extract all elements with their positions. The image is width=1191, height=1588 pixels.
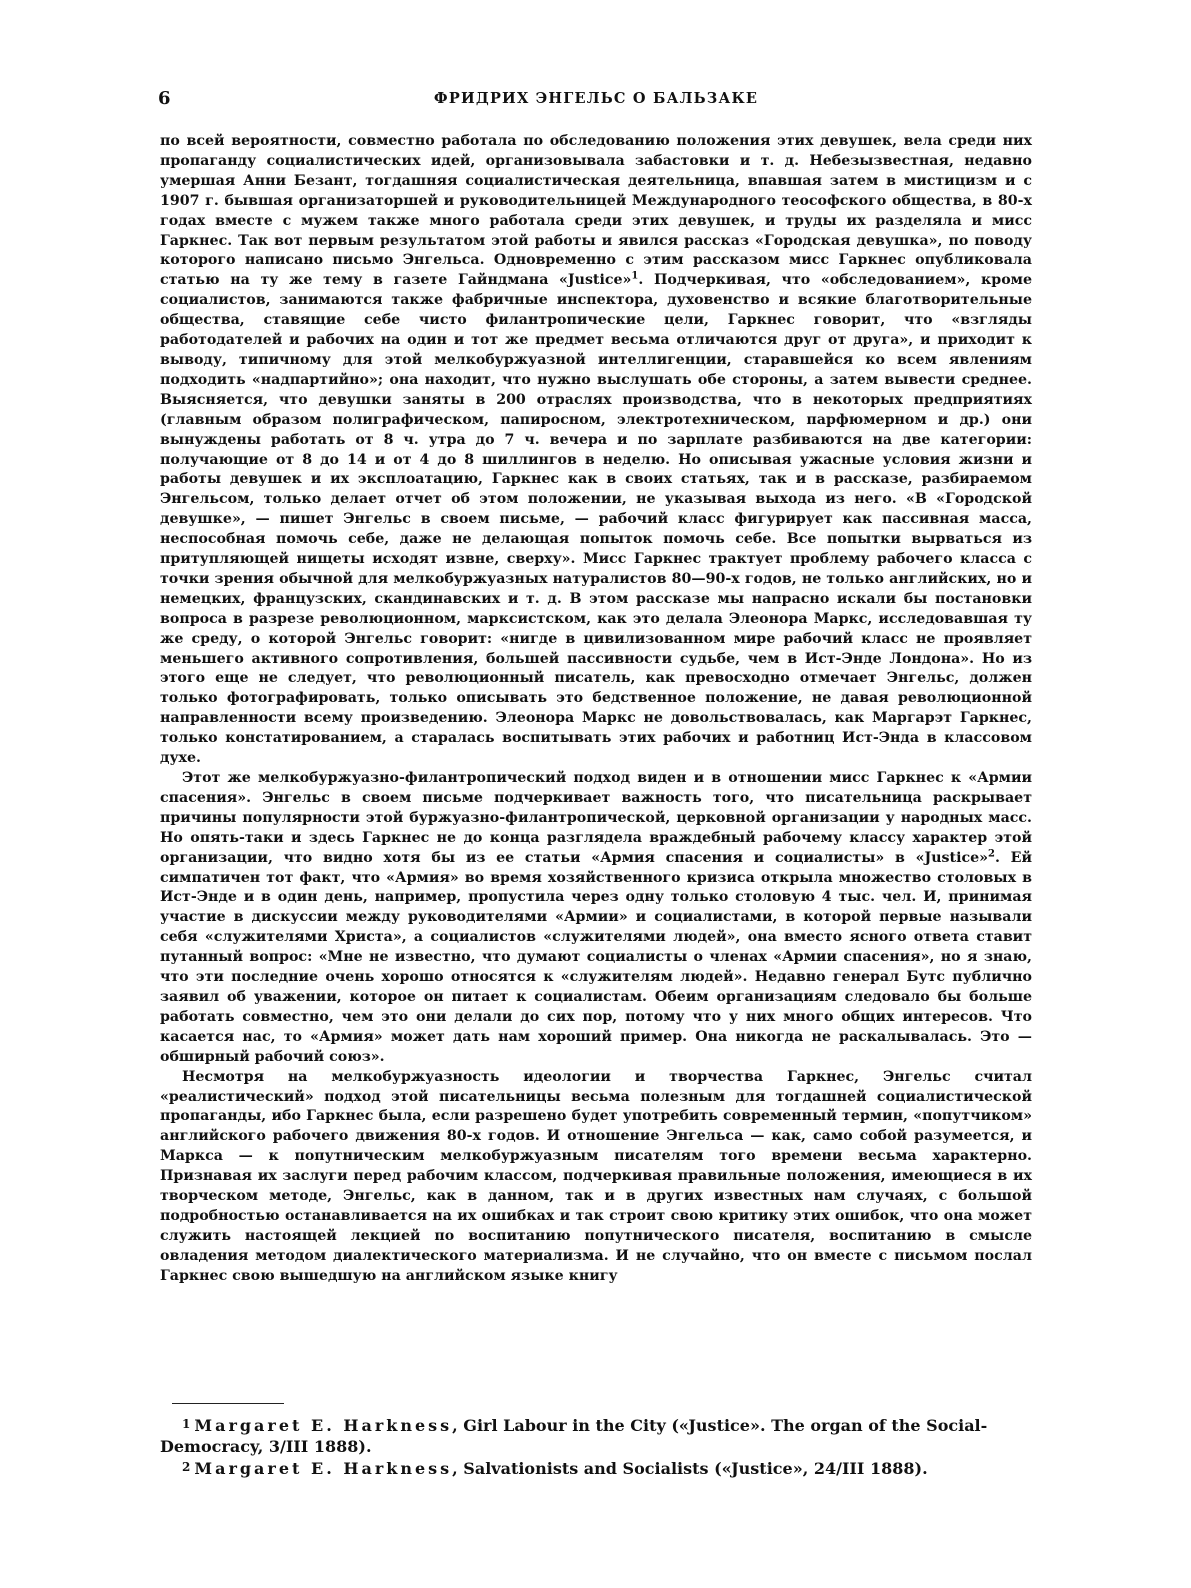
footnote-2 [160, 1457, 1032, 1479]
footnote-1 [160, 1414, 1032, 1457]
footnotes [160, 1414, 1032, 1479]
footnote-1-number: 1 [182, 1417, 191, 1431]
paragraph-1 [160, 132, 1032, 769]
footnote-ref-1: 1 [631, 270, 639, 282]
footnote-ref-2: 2 [988, 847, 995, 859]
footnote-2-number: 2 [182, 1460, 191, 1474]
body-text [160, 132, 1032, 1287]
running-head [158, 88, 1034, 112]
paragraph-2-text-a: Этот же мелкобуржуазно-филантропический подход виден и в отношении мисс Гаркнес к «Армии спасения». Энгельс в своем письме подчеркивает важность того, что писательница раскрывает причины популярности этой буржуазно-филантропической, церковной организации у народных масс. Но опять-таки и здесь Гаркнес не до конца разглядела враждебный рабочему классу характер этой организации, что видно хотя бы из ее статьи «Армия спасения и социалисты» в «Justice» [160, 770, 1032, 866]
paragraph-1-text-b: . Подчеркивая, что «обследованием», кроме социалистов, занимаются также фабричные инспектора, духовенство и всякие благотворительные общества, ставящие себе чисто филантропические цели, Гаркнес говорит, что «взгляды работодателей и рабочих на один и тот же предмет весьма отличаются друг от друга», и приходит к выводу, типичному для этой мелкобуржуазной интеллигенции, старавшейся ко всем явлениям подходить «надпартийно»; она находит, что нужно выслушать обе стороны, а затем вывести среднее. Выясняется, что девушки заняты в 200 отраслях производства, что в некоторых предприятиях (главным образом полиграфическом, папиросном, электротехническом, парфюмерном и др.) они вынуждены работать от 8 ч. утра до 7 ч. вечера и по зарплате разбиваются на две категории: получающие от 8 до 14 и от 4 до 8 шиллингов в неделю. Но описывая ужасные условия жизни и работы девушек и их эксплоатацию, Гаркнес как в своих статьях, так и в рассказе, разбираемом Энгельсом, только делает отчет об этом положении, не указывая выхода из него. «В «Городской девушке», — пишет Энгельс в своем письме, — рабочий класс фигурирует как пассивная масса, неспособная помочь себе, даже не делающая попыток помочь себе. Все попытки вырваться из притупляющей нищеты исходят извне, сверху». Мисс Гаркнес трактует проблему рабочего класса с точки зрения обычной для мелкобуржуазных натуралистов 80—90-х годов, не только английских, но и немецких, французских, скандинавских и т. д. В этом рассказе мы напрасно искали бы постановки вопроса в разрезе революционном, марксистском, как это делала Элеонора Маркс, исследовавшая ту же среду, о которой Энгельс говорит: «нигде в цивилизованном мире рабочий класс не проявляет меньшего активного сопротивления, большей пассивности судьбе, чем в Ист-Энде Лондона». Но из этого еще не следует, что революционный писатель, как превосходно отмечает Энгельс, должен только фотографировать, только описывать это бедственное положение, не давая революционной направленности всему произведению. Элеонора Маркс не довольствовалась, как Маргарэт Гаркнес, только констатированием, а старалась воспитывать этих рабочих и работниц Ист-Энда в классовом духе. [160, 272, 1033, 767]
paragraph-1-text-a: по всей вероятности, совместно работала по обследованию положения этих девушек, вела среди них пропаганду социалистических идей, организовывала забастовки и т. д. Небезызвестная, недавно умершая Анни Безант, тогдашняя социалистическая деятельница, впавшая затем в мистицизм и с 1907 г. бывшая организаторшей и руководительницей Международного теософского общества, в 80-х годах вместе с мужем также много работала среди этих девушек, и труды их разделяла и мисс Гаркнес. Так вот первым результатом этой работы и явился рассказ «Городская девушка», по поводу которого написано письмо Энгельса. Одновременно с этим рассказом мисс Гаркнес опубликовала статью на ту же тему в газете Гайндмана «Justice» [160, 133, 1032, 289]
paragraph-2 [160, 769, 1032, 1068]
footnote-divider [172, 1403, 284, 1404]
paragraph-2-text-b: . Ей симпатичен тот факт, что «Армия» во время хозяйственного кризиса открыла множество столовых в Ист-Энде и в один день, например, пропустила через одну только столовую 4 тыс. чел. И, принимая участие в дискуссии между руководителями «Армии» и социалистами, в которой первые называли себя «служителями Христа», а социалистов «служителями людей», она вместо ясного ответа ставит путанный вопрос: «Мне не известно, что думают социалисты о членах «Армии спасения», но я знаю, что эти последние очень хорошо относятся к «служителям людей». Недавно генерал Бутс публично заявил об уважении, которое он питает к социалистам. Обеим организациям следовало бы больше работать совместно, чем это они делали до сих пор, потому что у них много общих интересов. Что касается нас, то «Армия» может дать нам хороший пример. Она никогда не раскалывалась. Это — обширный рабочий союз». [160, 849, 1032, 1065]
running-head-title: ФРИДРИХ ЭНГЕЛЬС О БАЛЬЗАКЕ [433, 90, 759, 107]
page-number: 6 [158, 88, 171, 109]
paragraph-3: Несмотря на мелкобуржуазность идеологии и творчества Гаркнес, Энгельс считал «реалистический» подход этой писательницы весьма полезным для тогдашней социалистической пропаганды, ибо Гаркнес была, если разрешено будет употребить современный термин, «попутчиком» английского рабочего движения 80-х годов. И отношение Энгельса — как, само собой разумеется, и Маркса — к попутническим мелкобуржуазным писателям того времени весьма характерно. Признавая их заслуги перед рабочим классом, подчеркивая правильные положения, имеющиеся в их творческом методе, Энгельс, как в данном, так и в других известных нам случаях, с большой подробностью останавливается на их ошибках и так строит свою критику этих ошибок, что она может служить настоящей лекцией по воспитанию попутнического писателя, воспитанию в смысле овладения методом диалектического материализма. И не случайно, что он вместе с письмом послал Гаркнес свою вышедшую на английском языке книгу [160, 1068, 1032, 1284]
footnote-2-text: , Salvationists and Socialists («Justice», 24/III 1888). [452, 1459, 928, 1478]
footnote-1-text: , Girl Labour in the City («Justice». The organ of the Social-Democracy, 3/III 1888). [160, 1416, 988, 1456]
footnote-2-author: Margaret E. Harkness [194, 1459, 453, 1478]
footnote-1-author: Margaret E. Harkness [194, 1416, 453, 1435]
